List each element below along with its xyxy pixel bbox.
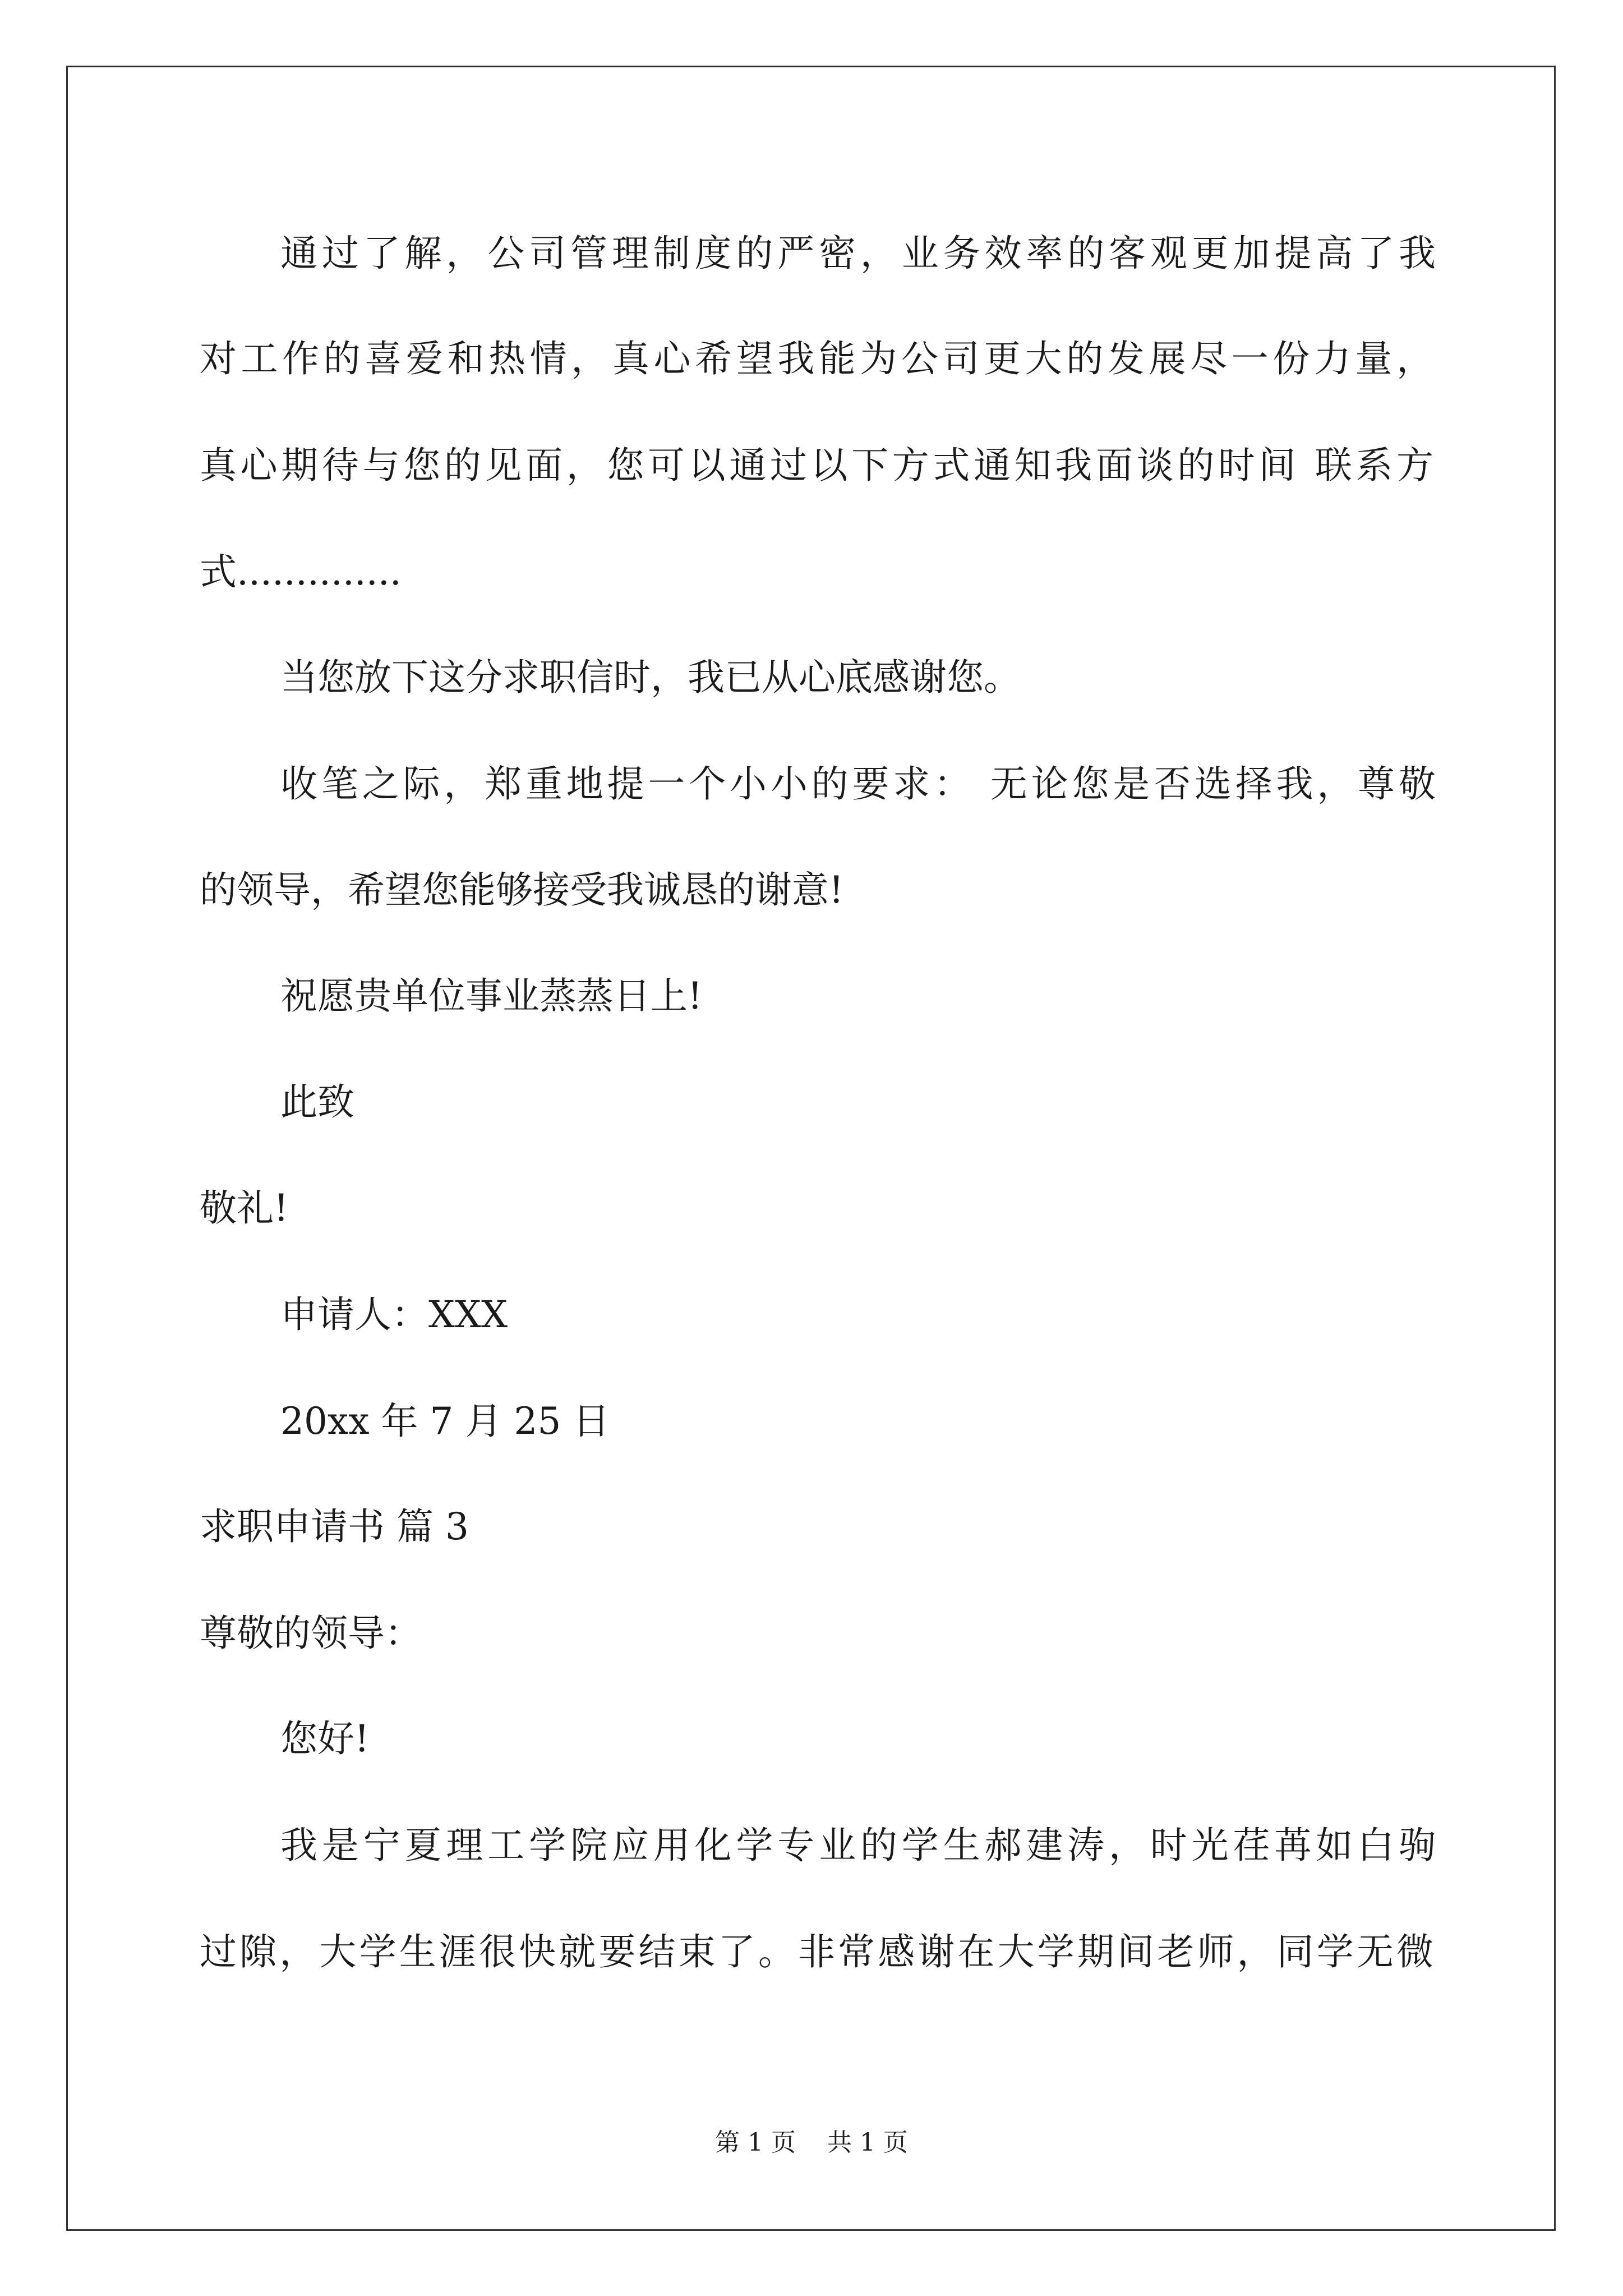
paragraph-line: 当您放下这分求职信时，我已从心底感谢您。 (280, 656, 1021, 699)
paragraph-line: 收笔之际，郑重地提一个小小的要求： 无论您是否选择我，尊敬 (280, 762, 1436, 806)
paragraph-line: 祝愿贵单位事业蒸蒸日上! (280, 974, 703, 1018)
greeting-line: 您好! (280, 1717, 370, 1760)
paragraph-line: 式.............. (200, 550, 402, 593)
greeting-line: 尊敬的领导： (200, 1612, 422, 1655)
applicant-line: 申请人：XXX (280, 1293, 508, 1336)
page-border (66, 66, 1556, 2231)
section-heading: 求职申请书 篇 3 (200, 1505, 469, 1548)
salutation-line: 敬礼! (200, 1186, 289, 1230)
paragraph-line: 过隙，大学生涯很快就要结束了。非常感谢在大学期间老师，同学无微 (200, 1930, 1433, 1973)
paragraph-line: 真心期待与您的见面，您可以通过以下方式通知我面谈的时间 联系方 (200, 444, 1433, 487)
closing-line: 此致 (280, 1080, 354, 1124)
paragraph-line: 通过了解，公司管理制度的严密，业务效率的客观更加提高了我 (280, 232, 1436, 275)
date-line: 20xx 年 7 月 25 日 (280, 1400, 610, 1443)
page-footer: 第 1 页 共 1 页 (715, 2128, 908, 2157)
paragraph-line: 的领导，希望您能够接受我诚恳的谢意! (200, 868, 844, 912)
paragraph-line: 我是宁夏理工学院应用化学专业的学生郝建涛，时光荏苒如白驹 (280, 1824, 1436, 1867)
paragraph-line: 对工作的喜爱和热情，真心希望我能为公司更大的发展尽一份力量， (200, 337, 1433, 380)
